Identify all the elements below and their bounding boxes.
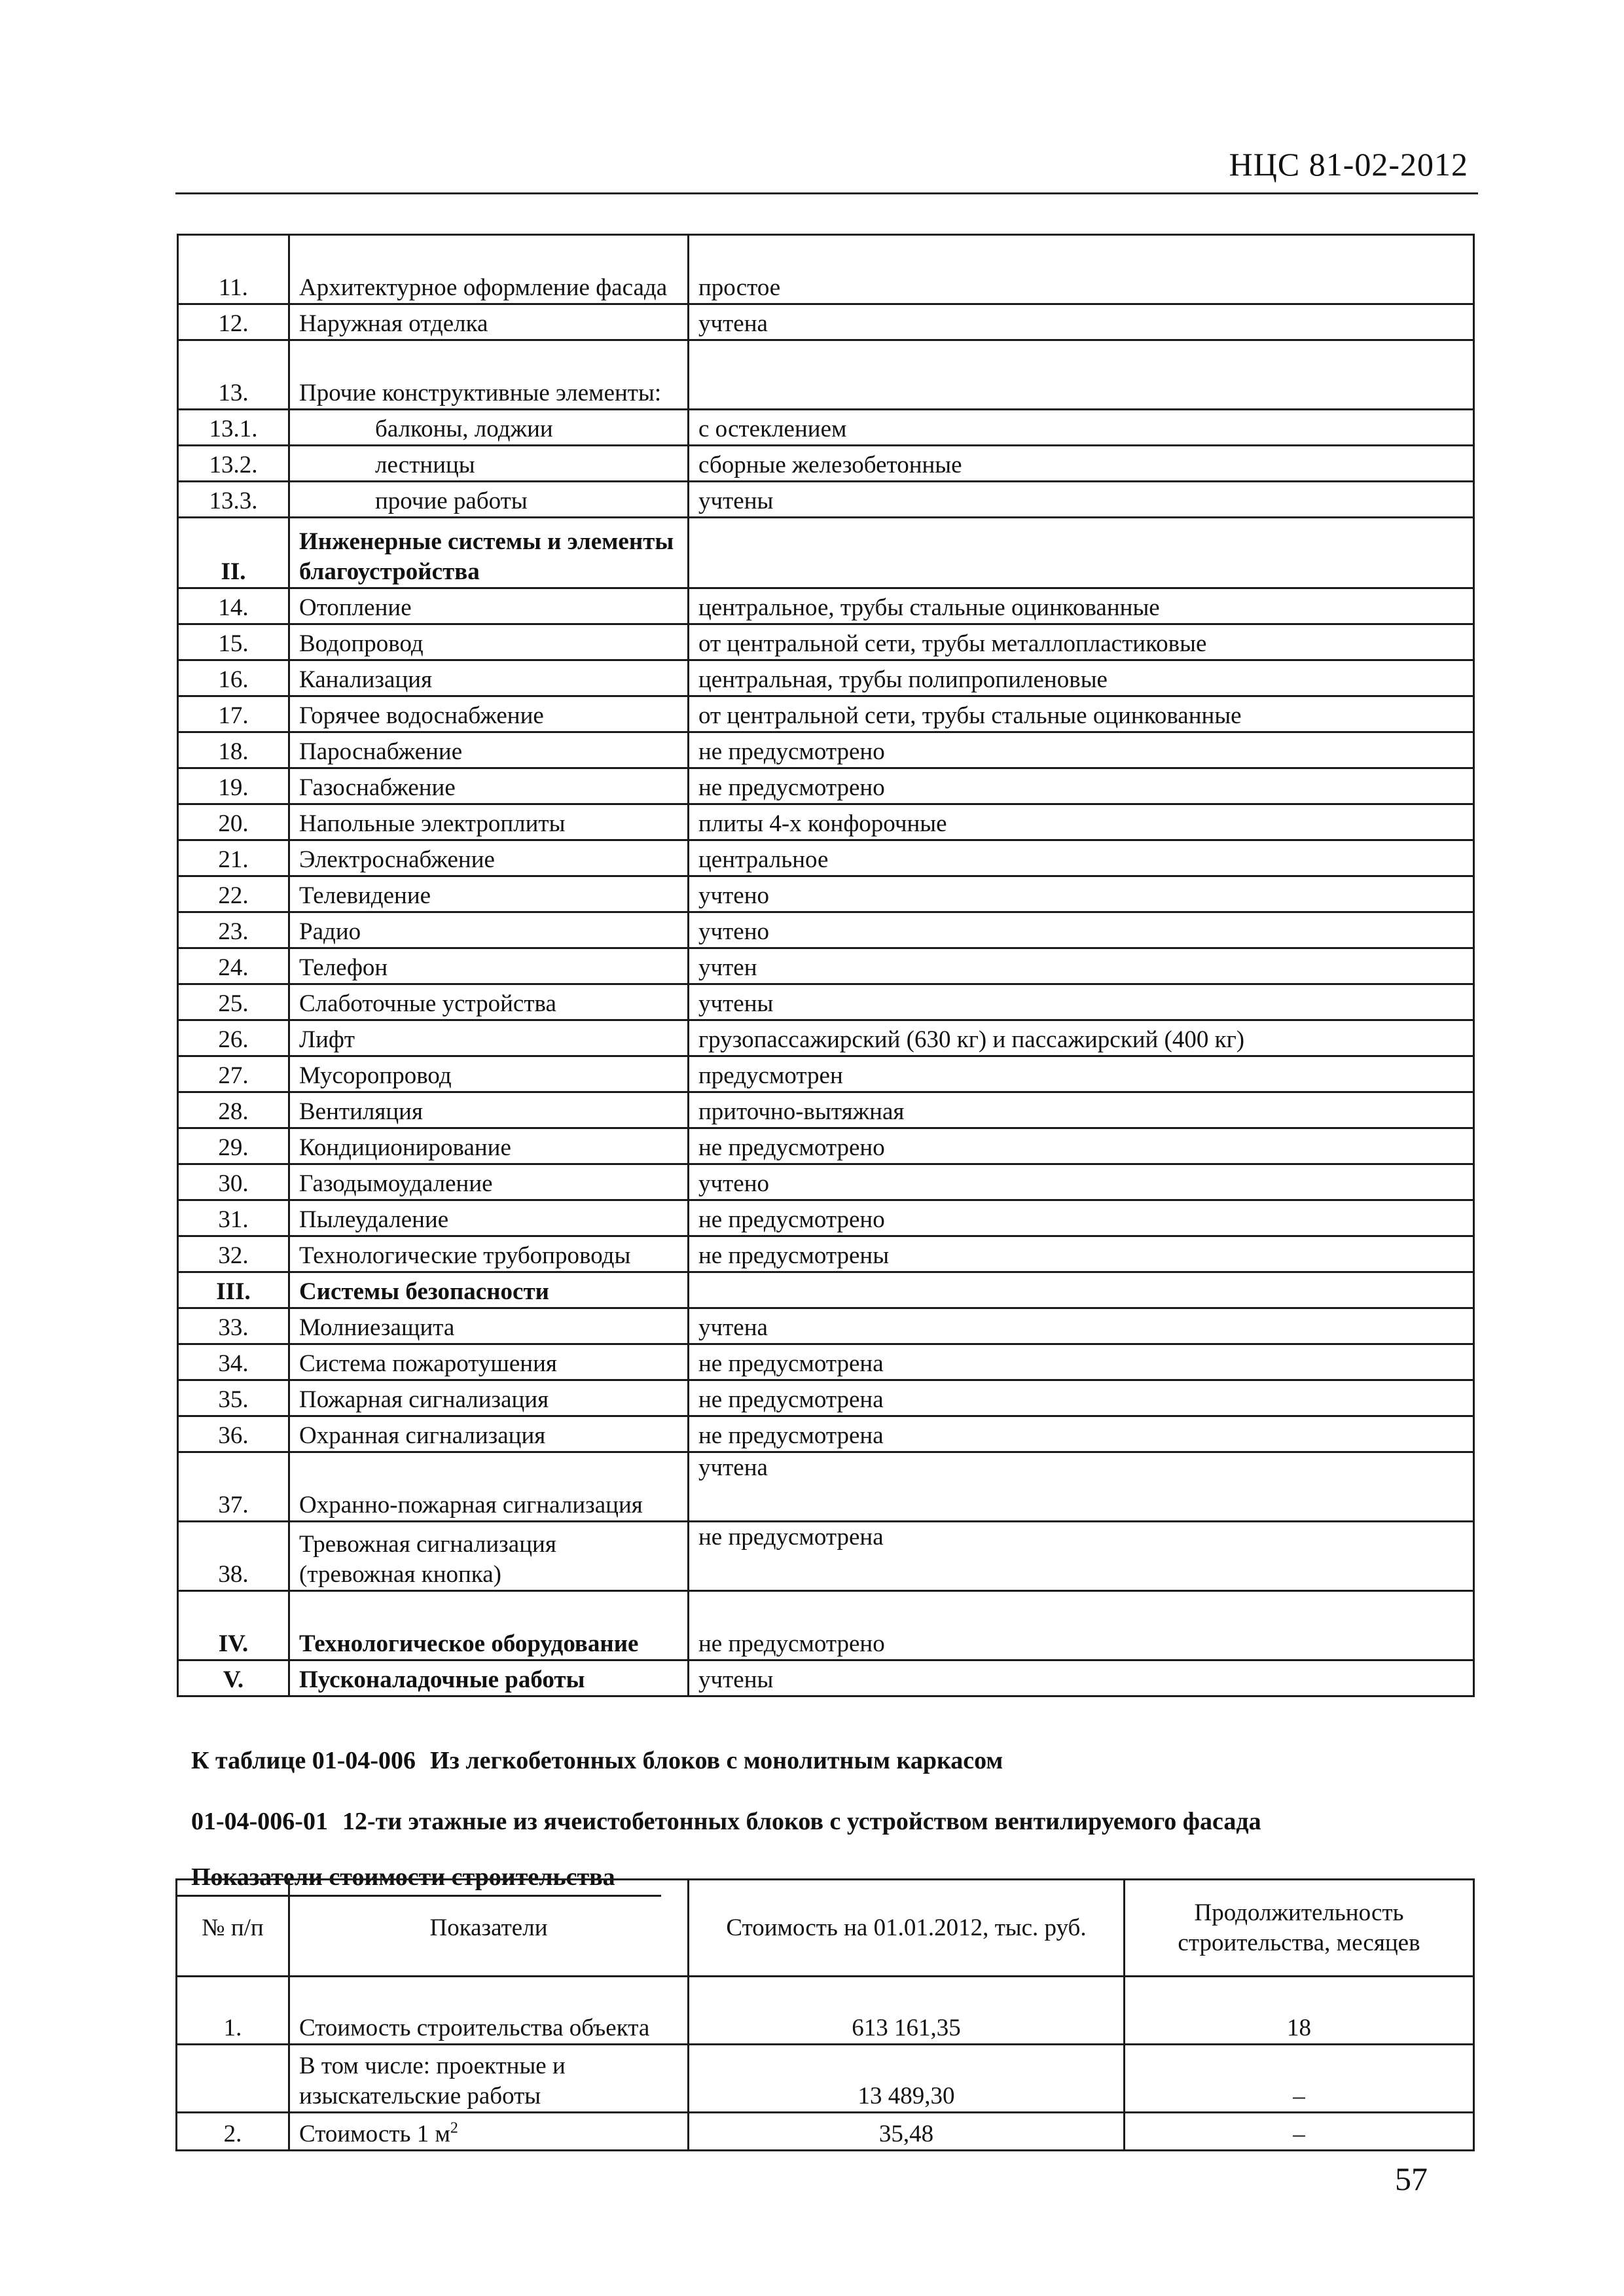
spec-row-number: 38.	[178, 1522, 289, 1591]
spec-row-element: Телевидение	[289, 876, 689, 912]
spec-row-element: Напольные электроплиты	[289, 804, 689, 840]
spec-row-number: 35.	[178, 1380, 289, 1416]
spec-row-number: 20.	[178, 804, 289, 840]
row-indicator-superscript: 2	[450, 2119, 458, 2137]
spec-row-value: учтены	[689, 482, 1474, 518]
spec-row-value: не предусмотрена	[689, 1522, 1474, 1591]
spec-row-number: 30.	[178, 1164, 289, 1200]
spec-row	[178, 1164, 1474, 1200]
spec-row	[178, 1092, 1474, 1128]
spec-row-element: Газоснабжение	[289, 768, 689, 804]
spec-row-value: учтено	[689, 1164, 1474, 1200]
row-cost: 35,48	[689, 2113, 1125, 2151]
spec-row-number: 11.	[178, 235, 289, 304]
spec-row-value: учтена	[689, 1308, 1474, 1344]
spec-row-value: не предусмотрена	[689, 1380, 1474, 1416]
spec-row-value: сборные железобетонные	[689, 446, 1474, 482]
spec-row-element: Телефон	[289, 948, 689, 984]
header-cell-indicators: Показатели	[289, 1880, 689, 1977]
spec-row-value: плиты 4-х конфорочные	[689, 804, 1474, 840]
spec-row-number: 13.2.	[178, 446, 289, 482]
spec-row-value	[689, 1272, 1474, 1308]
spec-row-number: 32.	[178, 1236, 289, 1272]
spec-row-number: 36.	[178, 1416, 289, 1452]
spec-row	[178, 804, 1474, 840]
spec-row-value: от центральной сети, трубы металлопластиковые	[689, 624, 1474, 660]
spec-row-element: Электроснабжение	[289, 840, 689, 876]
spec-row-value: грузопассажирский (630 кг) и пассажирский (400 кг)	[689, 1020, 1474, 1056]
spec-row-number: 37.	[178, 1452, 289, 1522]
spec-row	[178, 624, 1474, 660]
row-duration: –	[1125, 2113, 1474, 2151]
spec-row	[178, 1056, 1474, 1092]
spec-row-value: с остеклением	[689, 410, 1474, 446]
spec-row-value: простое	[689, 235, 1474, 304]
spec-row-element: лестницы	[289, 446, 689, 482]
spec-row-number: 29.	[178, 1128, 289, 1164]
spec-row	[178, 660, 1474, 696]
spec-row-value: учтена	[689, 1452, 1474, 1522]
spec-row-value: не предусмотрена	[689, 1416, 1474, 1452]
row-cost: 13 489,30	[689, 2045, 1125, 2113]
spec-row-element: Отопление	[289, 588, 689, 624]
spec-row-value: центральное	[689, 840, 1474, 876]
header-cell-duration: Продолжительность строительства, месяцев	[1125, 1880, 1474, 1977]
row-indicator	[289, 2113, 689, 2151]
spec-row-value: не предусмотрено	[689, 732, 1474, 768]
cost-table-row	[177, 2113, 1474, 2151]
spec-row	[178, 732, 1474, 768]
spec-row-number: 13.1.	[178, 410, 289, 446]
spec-row	[178, 588, 1474, 624]
document-code: НЦС 81-02-2012	[1229, 146, 1468, 183]
spec-row-element: Канализация	[289, 660, 689, 696]
spec-row-number: 23.	[178, 912, 289, 948]
spec-row-number: 25.	[178, 984, 289, 1020]
spec-row	[178, 984, 1474, 1020]
spec-row-element: прочие работы	[289, 482, 689, 518]
spec-row-element: Охранно-пожарная сигнализация	[289, 1452, 689, 1522]
cost-indicators-table	[175, 1878, 1475, 2151]
spec-row-element: Система пожаротушения	[289, 1344, 689, 1380]
spec-row	[178, 1522, 1474, 1591]
spec-row-element: Молниезащита	[289, 1308, 689, 1344]
spec-row	[178, 1452, 1474, 1522]
spec-row-element: Прочие конструктивные элементы:	[289, 340, 689, 410]
spec-row-element: Радио	[289, 912, 689, 948]
spec-row	[178, 696, 1474, 732]
spec-row	[178, 948, 1474, 984]
spec-row-element: Мусоропровод	[289, 1056, 689, 1092]
spec-row-number: 18.	[178, 732, 289, 768]
header-cell-number: № п/п	[177, 1880, 289, 1977]
specification-table	[177, 234, 1475, 1697]
spec-row	[178, 304, 1474, 340]
spec-row-element: Вентиляция	[289, 1092, 689, 1128]
spec-row-element: Инженерные системы и элементы благоустройства	[289, 518, 689, 588]
spec-row	[178, 410, 1474, 446]
row-number	[177, 2045, 289, 2113]
row-cost: 613 161,35	[689, 1977, 1125, 2045]
spec-row-element: Горячее водоснабжение	[289, 696, 689, 732]
spec-row	[178, 840, 1474, 876]
specification-table-body	[178, 235, 1474, 1696]
spec-row-value: предусмотрен	[689, 1056, 1474, 1092]
spec-row-value: не предусмотрено	[689, 1128, 1474, 1164]
spec-row-value: учтены	[689, 1660, 1474, 1696]
spec-row-number: 26.	[178, 1020, 289, 1056]
row-duration: –	[1125, 2045, 1474, 2113]
header-rule	[175, 192, 1478, 194]
spec-row-number: 16.	[178, 660, 289, 696]
spec-row-value: не предусмотрено	[689, 1200, 1474, 1236]
row-indicator-text: Стоимость 1 м	[299, 2121, 450, 2147]
spec-row-element: Архитектурное оформление фасада	[289, 235, 689, 304]
spec-row-number: 14.	[178, 588, 289, 624]
cost-table-header-row	[177, 1880, 1474, 1977]
spec-row-value	[689, 340, 1474, 410]
spec-row-value: от центральной сети, трубы стальные оцинкованные	[689, 696, 1474, 732]
row-indicator: В том числе: проектные и изыскательские работы	[289, 2045, 689, 2113]
spec-row-number: IV.	[178, 1591, 289, 1660]
spec-row-number: 24.	[178, 948, 289, 984]
spec-row-value	[689, 518, 1474, 588]
row-number: 1.	[177, 1977, 289, 2045]
spec-row-number: 15.	[178, 624, 289, 660]
spec-row-element: Системы безопасности	[289, 1272, 689, 1308]
spec-row-element: Кондиционирование	[289, 1128, 689, 1164]
spec-row-number: 21.	[178, 840, 289, 876]
spec-row-element: Наружная отделка	[289, 304, 689, 340]
spec-row-number: 34.	[178, 1344, 289, 1380]
spec-row-element: Лифт	[289, 1020, 689, 1056]
spec-row-number: 17.	[178, 696, 289, 732]
spec-row-value: учтены	[689, 984, 1474, 1020]
header-cell-cost: Стоимость на 01.01.2012, тыс. руб.	[689, 1880, 1125, 1977]
spec-row	[178, 482, 1474, 518]
spec-row-element: Слаботочные устройства	[289, 984, 689, 1020]
spec-row	[178, 340, 1474, 410]
spec-row-value: не предусмотрено	[689, 768, 1474, 804]
spec-row-number: 19.	[178, 768, 289, 804]
spec-row-value: приточно-вытяжная	[689, 1092, 1474, 1128]
spec-row	[178, 1416, 1474, 1452]
spec-row-value: центральная, трубы полипропиленовые	[689, 660, 1474, 696]
spec-row	[178, 768, 1474, 804]
spec-row-element: Пусконаладочные работы	[289, 1660, 689, 1696]
spec-row-element: Газодымоудаление	[289, 1164, 689, 1200]
spec-row-number: III.	[178, 1272, 289, 1308]
spec-row	[178, 1128, 1474, 1164]
spec-row-number: 12.	[178, 304, 289, 340]
row-indicator: Стоимость строительства объекта	[289, 1977, 689, 2045]
spec-row-number: 31.	[178, 1200, 289, 1236]
spec-row-value: не предусмотрены	[689, 1236, 1474, 1272]
spec-row-element: Водопровод	[289, 624, 689, 660]
spec-row-element: Тревожная сигнализация (тревожная кнопка)	[289, 1522, 689, 1591]
spec-row	[178, 1380, 1474, 1416]
spec-row-value: центральное, трубы стальные оцинкованные	[689, 588, 1474, 624]
spec-row	[178, 1272, 1474, 1308]
spec-row	[178, 912, 1474, 948]
row-duration: 18	[1125, 1977, 1474, 2045]
spec-row	[178, 235, 1474, 304]
page-number: 57	[1395, 2161, 1428, 2197]
spec-row-value: учтена	[689, 304, 1474, 340]
spec-row-element: Технологическое оборудование	[289, 1591, 689, 1660]
price-code-heading: 01-04-006-01 12-ти этажные из ячеистобетонных блоков с устройством вентилируемого фасада	[191, 1808, 1261, 1835]
spec-row	[178, 1591, 1474, 1660]
spec-row-number: 13.	[178, 340, 289, 410]
table-reference-heading: К таблице 01-04-006 Из легкобетонных блоков с монолитным каркасом	[191, 1747, 1003, 1774]
spec-row-element: Пожарная сигнализация	[289, 1380, 689, 1416]
spec-row	[178, 1308, 1474, 1344]
spec-row	[178, 1020, 1474, 1056]
spec-row	[178, 1660, 1474, 1696]
spec-row-number: V.	[178, 1660, 289, 1696]
spec-row-element: Охранная сигнализация	[289, 1416, 689, 1452]
spec-row-number: II.	[178, 518, 289, 588]
spec-row-element: Технологические трубопроводы	[289, 1236, 689, 1272]
spec-row-number: 27.	[178, 1056, 289, 1092]
cost-table-row	[177, 1977, 1474, 2045]
spec-row-value: учтено	[689, 912, 1474, 948]
spec-row-number: 13.3.	[178, 482, 289, 518]
spec-row-value: учтено	[689, 876, 1474, 912]
spec-row-number: 33.	[178, 1308, 289, 1344]
spec-row-value: не предусмотрена	[689, 1344, 1474, 1380]
spec-row-element: Пароснабжение	[289, 732, 689, 768]
row-number: 2.	[177, 2113, 289, 2151]
spec-row	[178, 876, 1474, 912]
spec-row-value: учтен	[689, 948, 1474, 984]
spec-row-element: балконы, лоджии	[289, 410, 689, 446]
indicators-title: Показатели стоимости строительства	[191, 1863, 615, 1891]
spec-row-number: 28.	[178, 1092, 289, 1128]
spec-row-element: Пылеудаление	[289, 1200, 689, 1236]
cost-table-row	[177, 2045, 1474, 2113]
spec-row	[178, 1344, 1474, 1380]
spec-row	[178, 518, 1474, 588]
spec-row-number: 22.	[178, 876, 289, 912]
spec-row	[178, 446, 1474, 482]
spec-row-value: не предусмотрено	[689, 1591, 1474, 1660]
spec-row	[178, 1236, 1474, 1272]
spec-row	[178, 1200, 1474, 1236]
